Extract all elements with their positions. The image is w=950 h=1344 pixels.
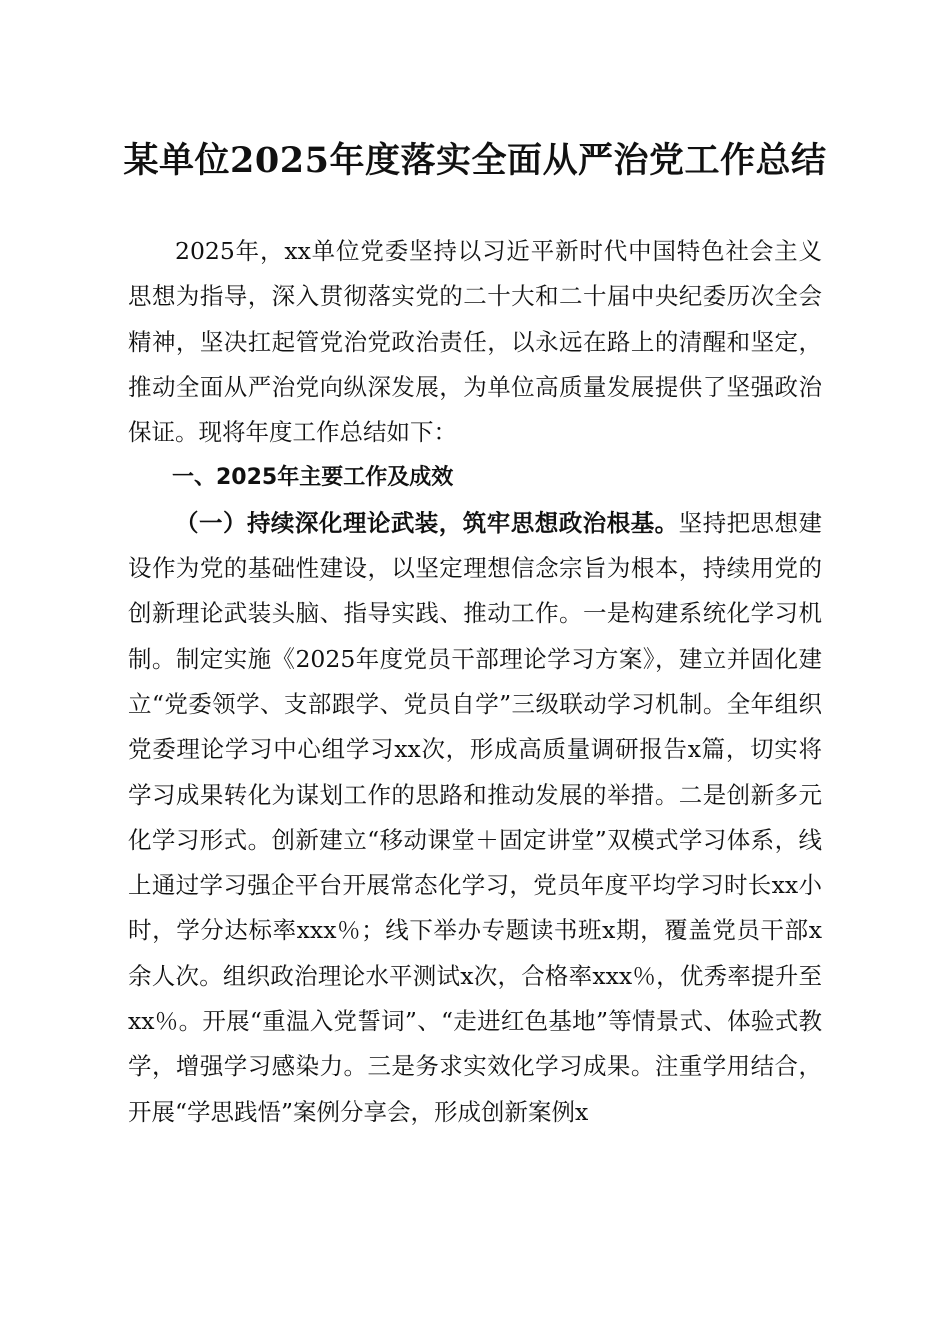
intro-paragraph: 2025年，xx单位党委坚持以习近平新时代中国特色社会主义思想为指导，深入贯彻落实党的二十大和二十届中央纪委历次全会精神，坚决扛起管党治党政治责任，以永远在路上的清醒和坚定，推动全面从严治党向纵深发展，为单位高质量发展提供了坚强政治保证。现将年度工作总结如下： (128, 237, 822, 447)
document-title: 某单位2025年度落实全面从严治党工作总结 (123, 140, 827, 181)
subsection-body-1: 坚持把思想建设作为党的基础性建设，以坚定理想信念宗旨为根本，持续用党的创新理论武装头脑、指导实践、推动工作。一是构建系统化学习机制。制定实施《2025年度党员干部理论学习方案》，建立并固化建立“党委领学、支部跟学、党员自学”三级联动学习机制。全年组织党委理论学习中心组学习xx次，形成高质量调研报告x篇，切实将学习成果转化为谋划工作的思路和推动发展的举措。二是创新多元化学习形式。创新建立“移动课堂＋固定讲堂”双模式学习体系，线上通过学习强企平台开展常态化学习，党员年度平均学习时长xx小时，学分达标率xxx％；线下举办专题读书班x期，覆盖党员干部x余人次。组织政治理论水平测试x次，合格率xxx％，优秀率提升至xx％。开展“重温入党誓词”、“走进红色基地”等情景式、体验式教学，增强学习感染力。三是务求实效化学习成果。注重学用结合，开展“学思践悟”案例分享会，形成创新案例x (128, 508, 823, 1126)
document-body (128, 229, 822, 1135)
section-1-paragraph-1 (128, 501, 822, 1135)
subsection-heading-1: （一）持续深化理论武装，筑牢思想政治根基。 (175, 508, 679, 537)
section-heading-1: 一、2025年主要工作及成效 (172, 465, 454, 491)
